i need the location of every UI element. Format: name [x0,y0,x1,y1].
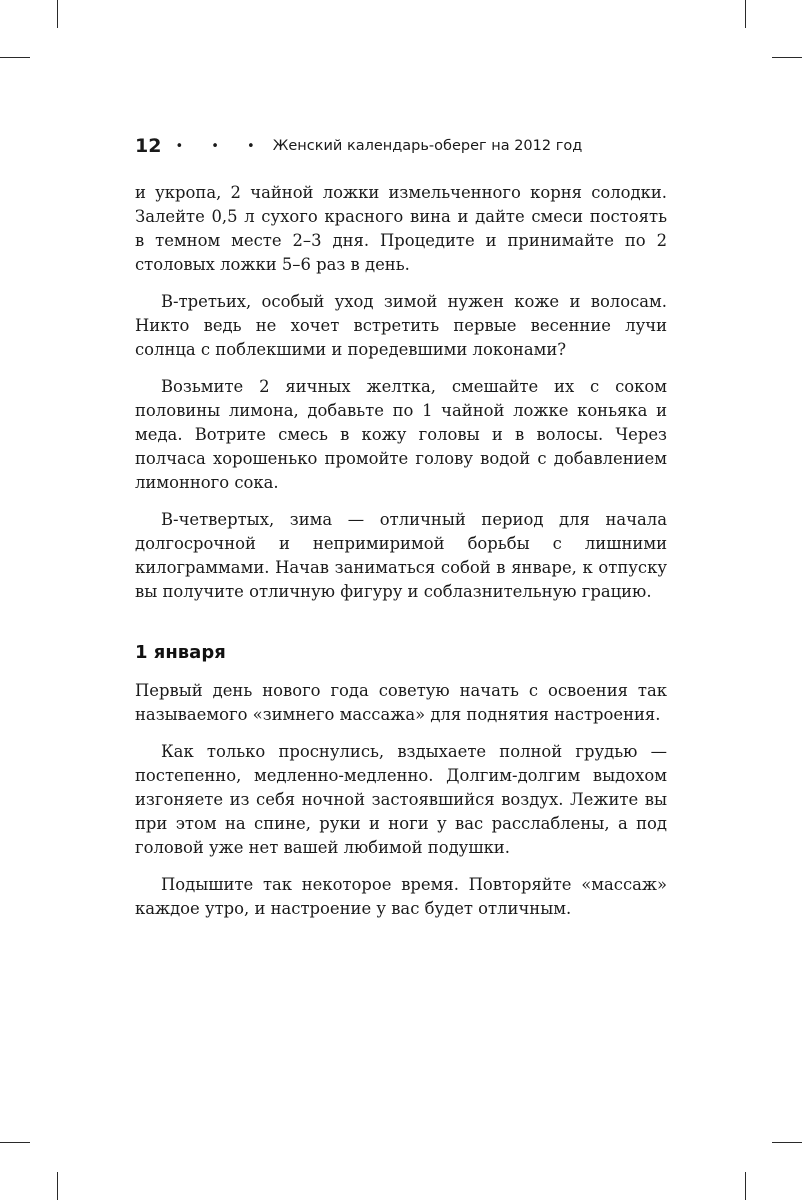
paragraph-continued: и укропа, 2 чайной ложки измельченного корня солодки. Залейте 0,5 л сухого красного вина и дайте смеси постоять в темном месте 2–3 дня. Процедите и принимайте по 2 столовых ложки 5–6 раз в день. [135,183,667,274]
section-heading: 1 января [135,642,226,663]
paragraph-winter-massage-intro: Первый день нового года советую начать с освоения так называемого «зимнего массажа» для поднятия настроения. [135,681,667,724]
crop-mark-bottom-left [57,1172,58,1200]
paragraph-breathing: Как только проснулись, вздыхаете полной грудью — постепенно, медленно-медленно. Долгим-долгим выдохом изгоняете из себя ночной застоявшийся воздух. Лежите вы при этом на спине, руки и ноги у вас расслаблены, а под головой уже нет вашей любимой подушки. [135,742,667,857]
running-header [135,134,675,158]
page-number: 12 [135,135,162,157]
paragraph-hair-recipe: Возьмите 2 яичных желтка, смешайте их с соком половины лимона, добавьте по 1 чайной ложке коньяка и меда. Вотрите смесь в кожу головы и в волосы. Через полчаса хорошенько промойте голову водой с добавлением лимонного сока. [135,377,667,492]
crop-mark-right-top [772,57,802,58]
paragraph-repeat: Подышите так некоторое время. Повторяйте «массаж» каждое утро, и настроение у вас будет отличным. [135,875,667,918]
crop-mark-right-bottom [772,1142,802,1143]
crop-mark-left-top [0,57,30,58]
page-body [135,181,667,934]
header-dots: • • • [175,138,267,154]
paragraph-third-tip: В-третьих, особый уход зимой нужен коже и волосам. Никто ведь не хочет встретить первые весенние лучи солнца с поблекшими и поредевшими локонами? [135,292,667,359]
crop-mark-bottom-right [745,1172,746,1200]
crop-mark-left-bottom [0,1142,30,1143]
crop-mark-top-right [745,0,746,28]
running-title: Женский календарь-оберег на 2012 год [272,138,583,154]
paragraph-fourth-tip: В-четвертых, зима — отличный период для начала долгосрочной и непримиримой борьбы с лишними килограммами. Начав заниматься собой в январе, к отпуску вы получите отличную фигуру и соблазнительную грацию. [135,510,667,601]
crop-mark-top-left [57,0,58,28]
